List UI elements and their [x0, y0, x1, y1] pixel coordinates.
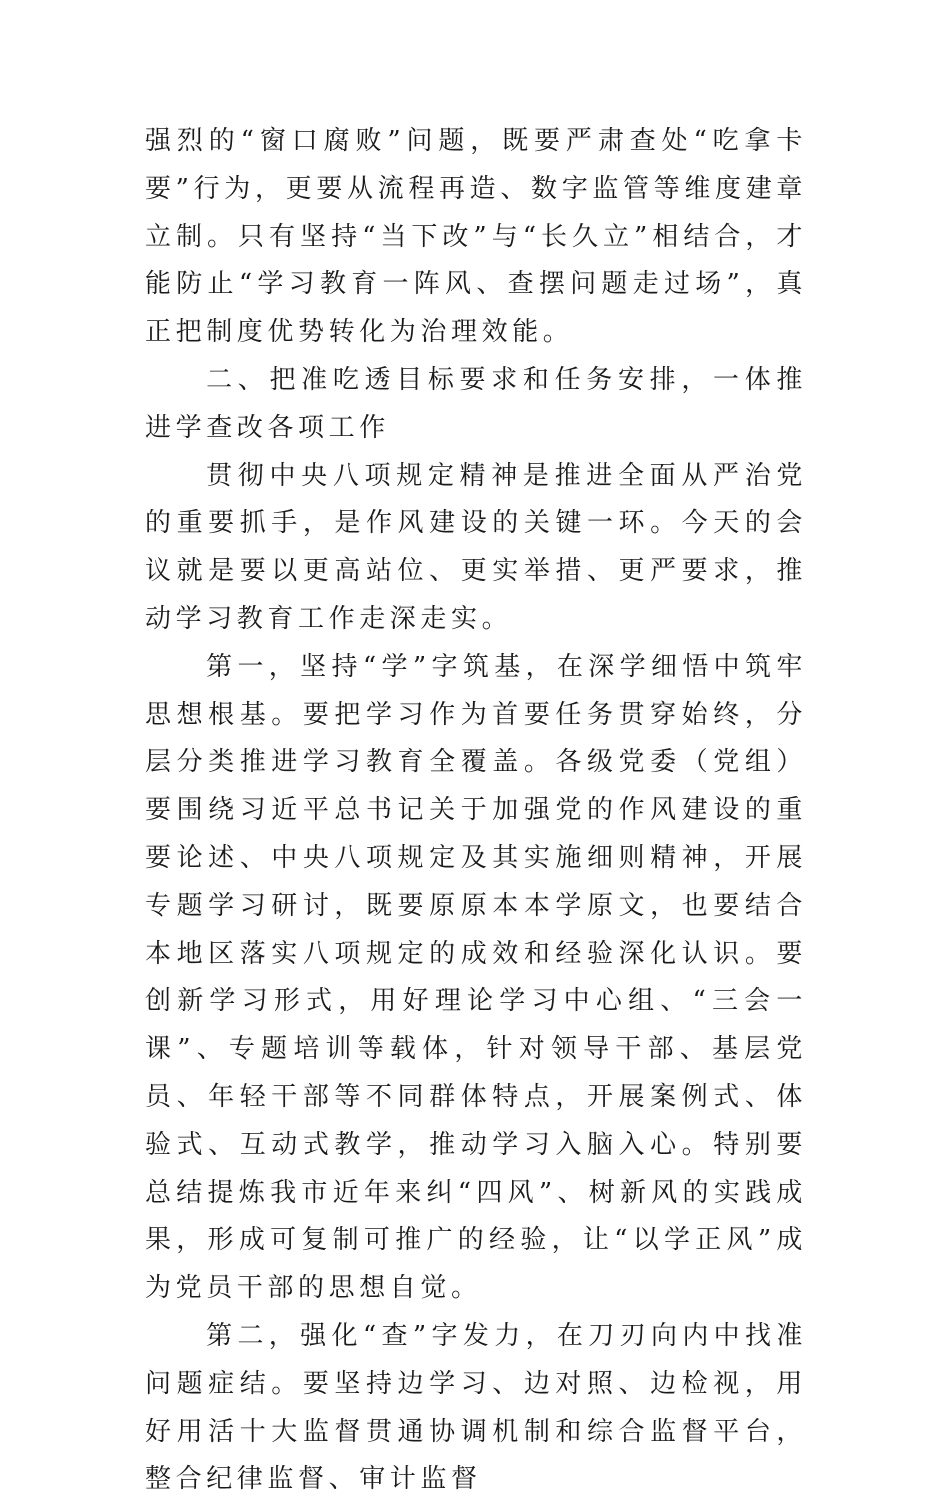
section-heading: 二、把准吃透目标要求和任务安排，一体推进学查改各项工作 — [145, 364, 807, 443]
paragraph-point-two: 第二，强化“查”字发力，在刀刃向内中找准问题症结。要坚持边学习、边对照、边检视，用好用活十大监督贯通协调机制和综合监督平台，整合纪律监督、审计监督 — [145, 1320, 807, 1495]
paragraph-intro: 贯彻中央八项规定精神是推进全面从严治党的重要抓手，是作风建设的关键一环。今天的会议就是要以更高站位、更实举措、更严要求，推动学习教育工作走深走实。 — [145, 460, 807, 634]
document-body — [145, 118, 807, 1504]
paragraph-point-one: 第一，坚持“学”字筑基，在深学细悟中筑牢思想根基。要把学习作为首要任务贯穿始终，分层分类推进学习教育全覆盖。各级党委（党组）要围绕习近平总书记关于加强党的作风建设的重要论述、中央八项规定及其实施细则精神，开展专题学习研讨，既要原原本本学原文，也要结合本地区落实八项规定的成效和经验深化认识。要创新学习形式，用好理论学习中心组、“三会一课”、专题培训等载体，针对领导干部、基层党员、年轻干部等不同群体特点，开展案例式、体验式、互动式教学，推动学习入脑入心。特别要总结提炼我市近年来纠“四风”、树新风的实践成果，形成可复制可推广的经验，让“以学正风”成为党员干部的思想自觉。 — [145, 651, 807, 1304]
paragraph-continuation: 强烈的“窗口腐败”问题，既要严肃查处“吃拿卡要”行为，更要从流程再造、数字监管等维度建章立制。只有坚持“当下改”与“长久立”相结合，才能防止“学习教育一阵风、查摆问题走过场”，真正把制度优势转化为治理效能。 — [145, 126, 807, 348]
